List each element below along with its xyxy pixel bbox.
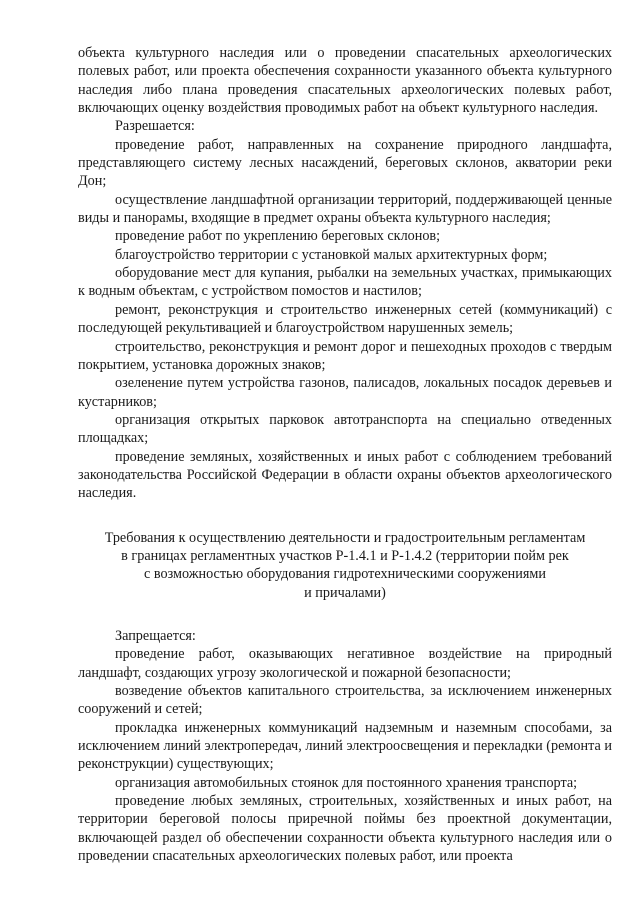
prohibited-item: возведение объектов капитального строительства, за исключением инженерных сооружений и сетей; — [78, 683, 612, 718]
spacer — [78, 602, 612, 627]
allowed-item: оборудование мест для купания, рыбалки на земельных участках, примыкающих к водным объектам, с устройством помостов и настилов; — [78, 265, 612, 300]
allowed-item: ремонт, реконструкция и строительство инженерных сетей (коммуникаций) с последующей рекультивацией и благоустройством нарушенных земель; — [78, 301, 612, 337]
allowed-item: организация открытых парковок автотранспорта на специально отведенных площадках; — [78, 411, 612, 447]
section-heading-line: Требования к осуществлению деятельности и градостроительным регламентам — [104, 529, 586, 546]
allowed-item: осуществление ландшафтной организации территорий, поддерживающей ценные виды и панорамы, входящие в предмет охраны объекта культурного наследия; — [78, 191, 612, 227]
prohibited-item: проведение любых земляных, строительных, хозяйственных и иных работ, на территории береговой полосы приречной поймы без проектной документации, включающей раздел об обеспечении сохранности объекта культурного наследия или о проведении спасательных археологических полевых работ, или проекта — [78, 793, 612, 865]
allowed-item: проведение работ, направленных на сохранение природного ландшафта, представляющего систему лесных насаждений, береговых склонов, акватории реки Дон; — [78, 136, 612, 190]
prohibited-item: проведение работ, оказывающих негативное воздействие на природный ландшафт, создающих угрозу экологической и пожарной безопасности; — [78, 646, 612, 681]
section-heading-line: с возможностью оборудования гидротехническими сооружениями — [144, 566, 546, 583]
allowed-item: озеленение путем устройства газонов, палисадов, локальных посадок деревьев и кустарников; — [78, 375, 612, 410]
section-heading — [78, 529, 612, 602]
prohibited-item: прокладка инженерных коммуникаций надземным и наземным способами, за исключением линий электропередач, линий электроосвещения и перекладки (ремонта и реконструкции) существующих; — [78, 719, 612, 773]
paragraph-continuation: объекта культурного наследия или о проведении спасательных археологических полевых работ, или проекта обеспечения сохранности указанного объекта культурного наследия либо плана проведения спасательных археологических полевых работ, включающих оценку воздействия проводимых работ на объект культурного наследия. — [78, 45, 612, 117]
allowed-item: строительство, реконструкция и ремонт дорог и пешеходных проходов с твердым покрытием, установка дорожных знаков; — [78, 338, 612, 373]
allowed-item: проведение земляных, хозяйственных и иных работ с соблюдением требований законодательства Российской Федерации в области охраны объектов археологического наследия. — [78, 448, 612, 502]
allowed-item: проведение работ по укреплению береговых склонов; — [115, 228, 441, 245]
allowed-title: Разрешается: — [115, 118, 195, 135]
section-heading-line: в границах регламентных участков Р-1.4.1 и Р-1.4.2 (территории пойм рек — [121, 547, 569, 564]
allowed-item: благоустройство территории с установкой малых архитектурных форм; — [115, 246, 548, 263]
prohibited-item: организация автомобильных стоянок для постоянного хранения транспорта; — [115, 774, 578, 791]
prohibited-title: Запрещается: — [115, 627, 196, 644]
section-heading-line: и причалами) — [304, 584, 386, 601]
